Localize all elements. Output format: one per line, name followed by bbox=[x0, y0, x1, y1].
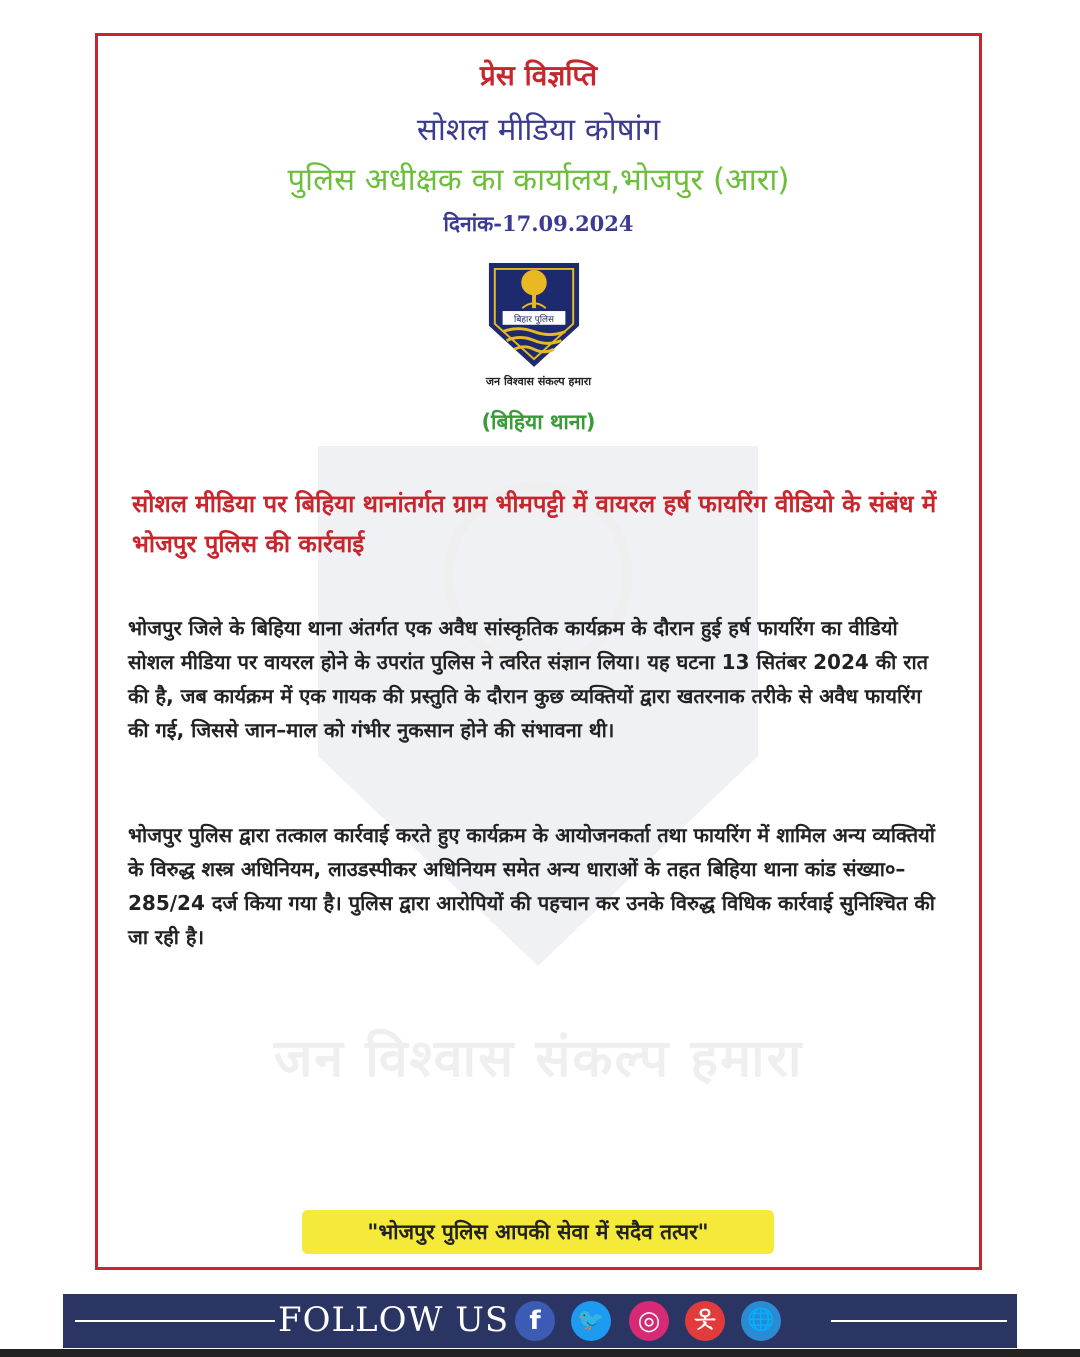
watermark-motto: जन विश्वास संकल्प हमारा bbox=[273, 1029, 804, 1089]
logo-label: बिहार पुलिस bbox=[514, 314, 554, 325]
body-paragraph-1: भोजपुर जिले के बिहिया थाना अंतर्गत एक अवैध सांस्कृतिक कार्यक्रम के दौरान हुई हर्ष फायरिंग का वीडियो सोशल मीडिया पर वायरल होने के उपरांत पुलिस ने त्वरित संज्ञान लिया। यह घटना 13 सितंबर 2024 की रात की है, जब कार्यक्रम में एक गायक की प्रस्तुति के दौरान कुछ व्यक्तियों द्वारा खतरनाक तरीके से अवैध फायरिंग की गई, जिससे जान–माल को गंभीर नुकसान होने की संभावना थी। bbox=[128, 616, 929, 742]
press-release-frame bbox=[95, 33, 982, 1270]
twitter-icon[interactable]: 🐦 bbox=[571, 1301, 611, 1341]
follow-us-bar bbox=[63, 1294, 1017, 1348]
police-station-name: (बिहिया थाना) bbox=[481, 410, 596, 434]
follow-divider-left bbox=[75, 1320, 275, 1322]
release-date: दिनांक-17.09.2024 bbox=[443, 211, 634, 236]
press-release-title: प्रेस विज्ञप्ति bbox=[479, 59, 598, 92]
bottom-edge-strip bbox=[0, 1349, 1080, 1357]
koo-icon[interactable]: 옷 bbox=[685, 1301, 725, 1341]
web-globe-icon[interactable]: 🌐 bbox=[741, 1301, 781, 1341]
facebook-icon[interactable]: f bbox=[515, 1301, 555, 1341]
office-heading: पुलिस अधीक्षक का कार्यालय,भोजपुर (आरा) bbox=[287, 162, 790, 198]
follow-divider-right bbox=[831, 1320, 1007, 1322]
service-slogan: "भोजपुर पुलिस आपकी सेवा में सदैव तत्पर" bbox=[302, 1210, 774, 1254]
bihar-police-logo bbox=[485, 258, 583, 370]
social-media-cell-heading: सोशल मीडिया कोषांग bbox=[416, 112, 661, 148]
logo-motto: जन विश्वास संकल्प हमारा bbox=[485, 375, 592, 388]
instagram-icon[interactable]: ◎ bbox=[629, 1301, 669, 1341]
body-paragraph-2: भोजपुर पुलिस द्वारा तत्काल कार्रवाई करते हुए कार्यक्रम के आयोजनकर्ता तथा फायरिंग में शामिल अन्य व्यक्तियों के विरुद्ध शस्त्र अधिनियम, लाउडस्पीकर अधिनियम समेत अन्य धाराओं के तहत बिहिया थाना कांड संख्या०–285/24 दर्ज किया गया है। पुलिस द्वारा आरोपियों की पहचान कर उनके विरुद्ध विधिक कार्रवाई सुनिश्चित की जा रही है। bbox=[128, 823, 935, 949]
follow-us-label: FOLLOW US bbox=[278, 1300, 510, 1340]
release-headline: सोशल मीडिया पर बिहिया थानांतर्गत ग्राम भीमपट्टी में वायरल हर्ष फायरिंग वीडियो के संबंध में भोजपुर पुलिस की कार्रवाई bbox=[132, 490, 937, 558]
